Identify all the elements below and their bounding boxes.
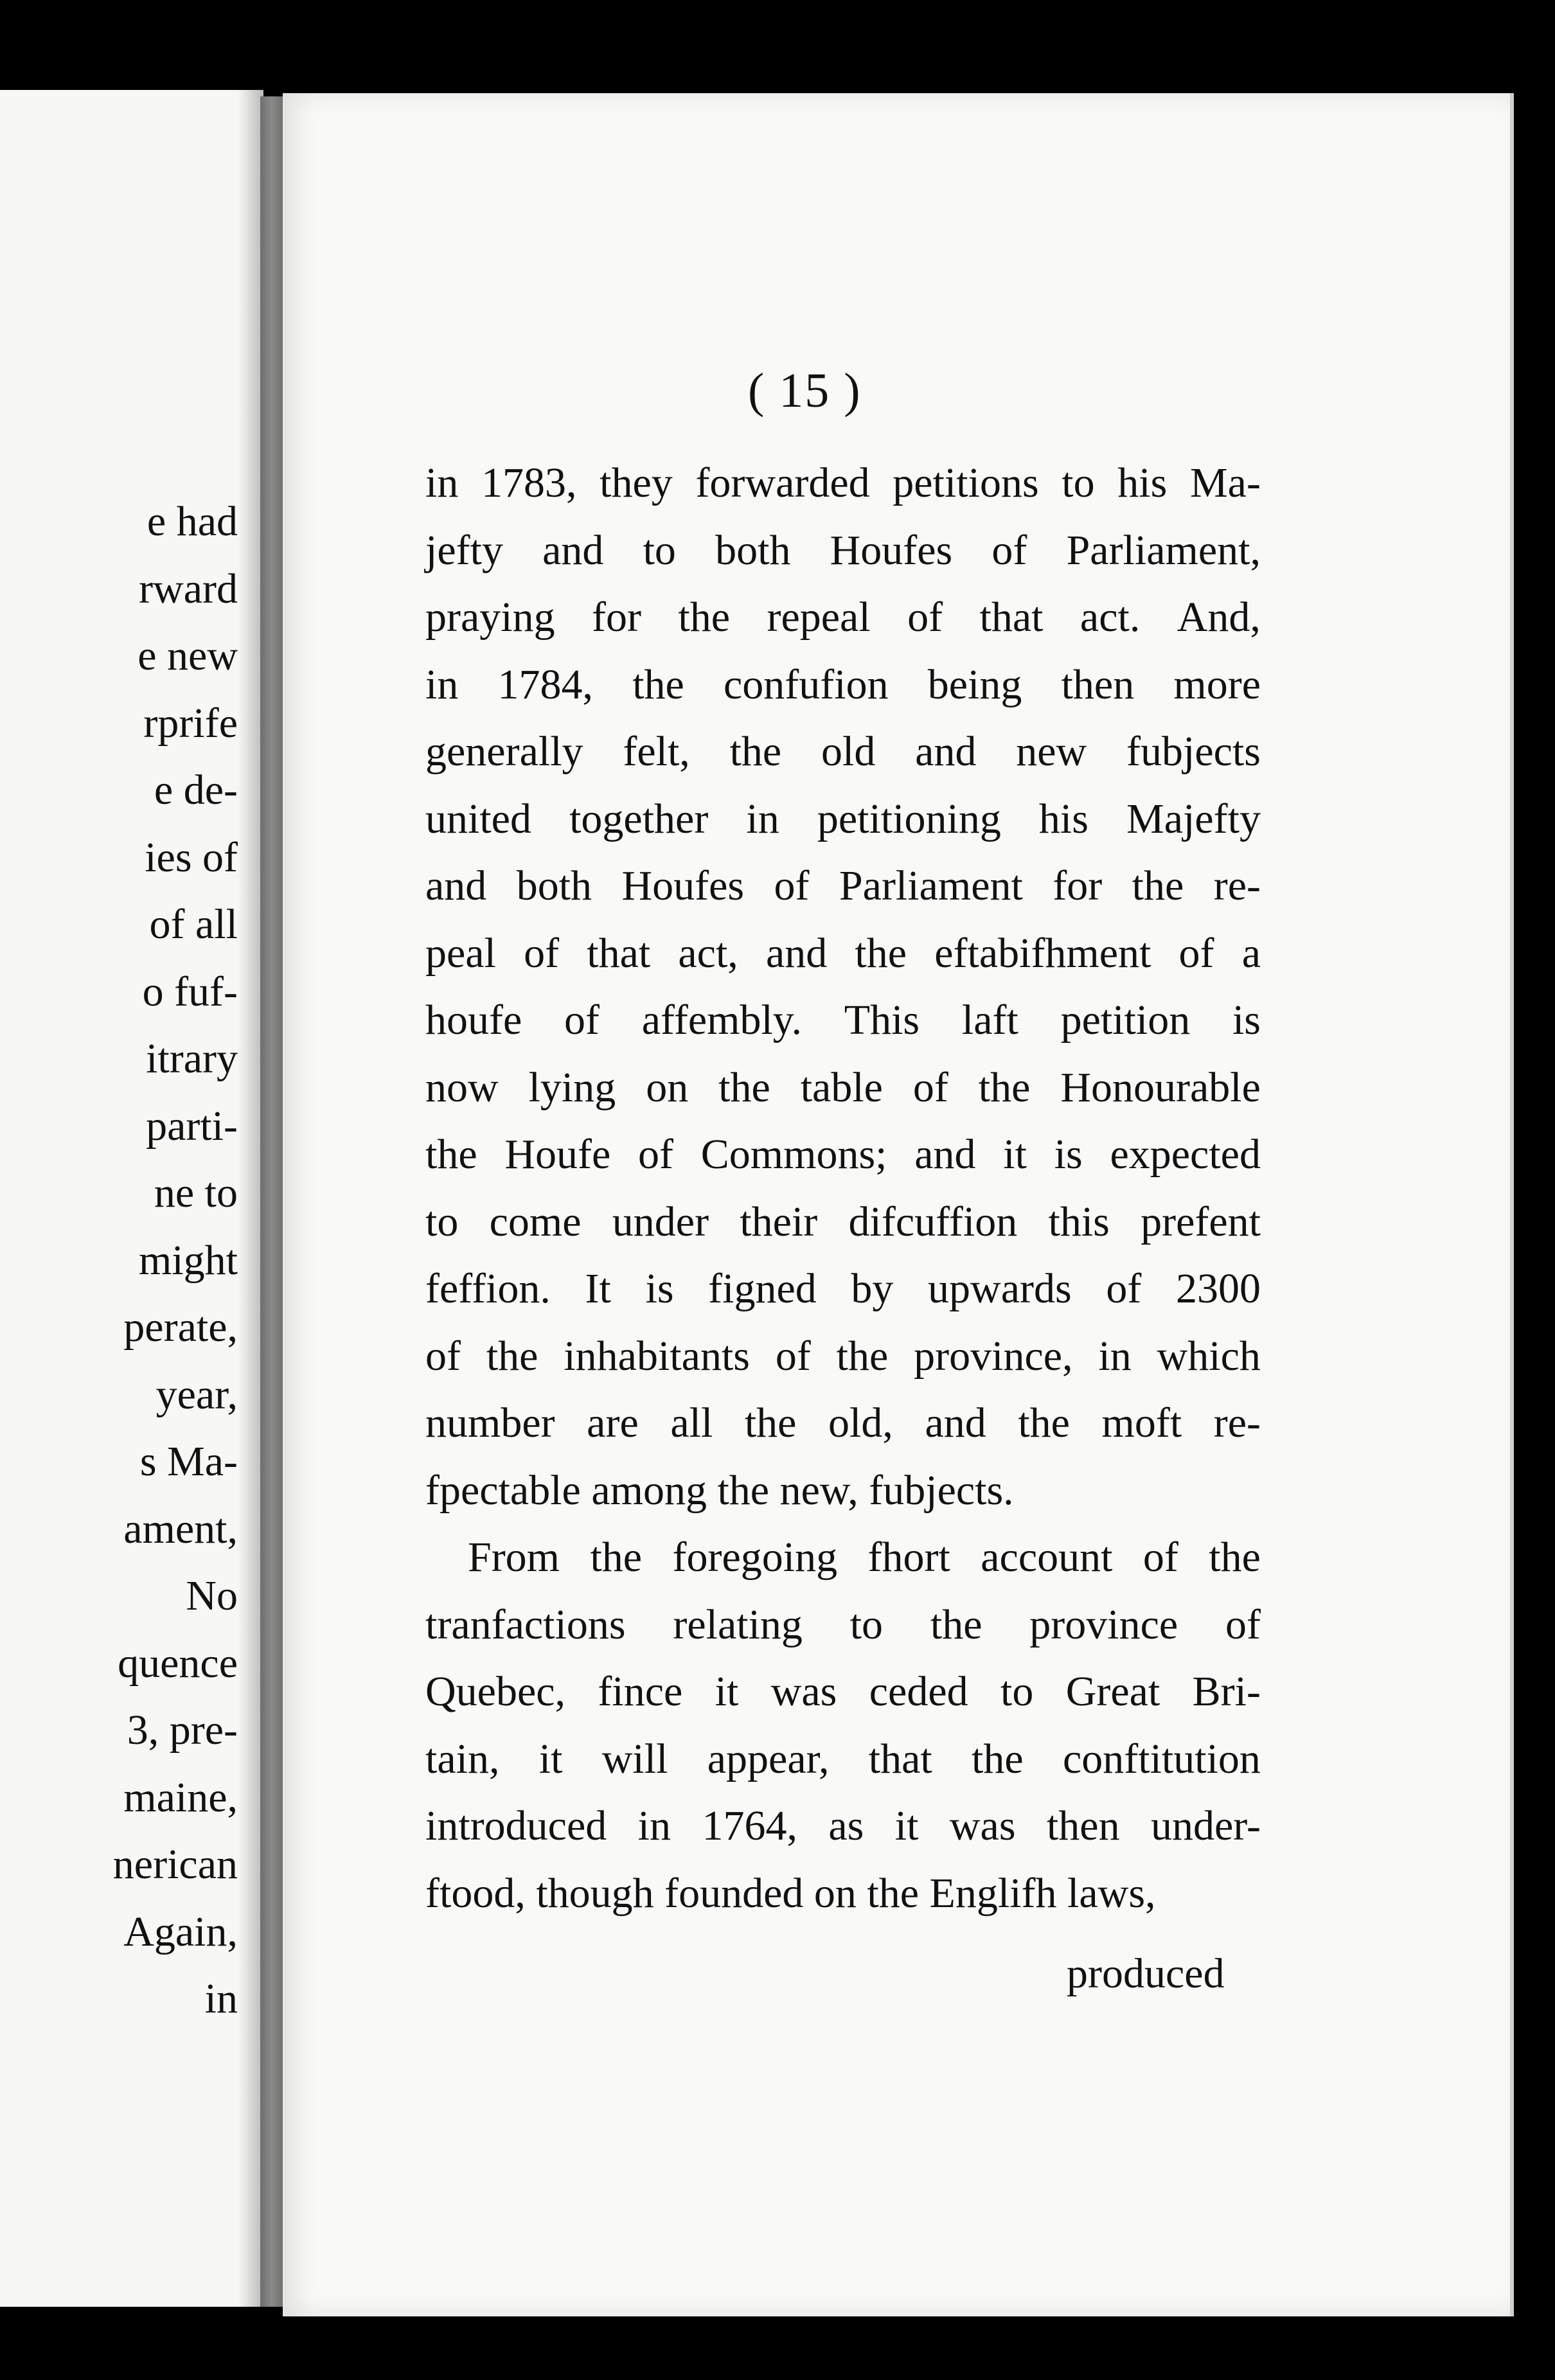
text-line: now lying on the table of the Honourable — [425, 1063, 1261, 1111]
previous-page-line: e de- — [154, 767, 238, 813]
text-line: Quebec, fince it was ceded to Great Bri- — [425, 1668, 1261, 1715]
previous-page-line: e new — [138, 632, 238, 679]
text-line: and both Houfes of Parliament for the re- — [425, 862, 1261, 909]
page-curl-shadow — [238, 90, 263, 2307]
previous-page-text-fragments — [113, 488, 238, 2033]
previous-page-line: No — [186, 1572, 238, 1619]
text-line: feffion. It is figned by upwards of 2300 — [425, 1265, 1261, 1312]
text-line: of the inhabitants of the province, in which — [425, 1332, 1261, 1380]
text-line: number are all the old, and the moft re- — [425, 1399, 1261, 1446]
catchword: produced — [1067, 1950, 1225, 1997]
previous-page-line: year, — [156, 1371, 238, 1418]
text-line: generally felt, the old and new fubjects — [425, 728, 1261, 775]
text-line: introduced in 1764, as it was then under- — [425, 1802, 1261, 1849]
previous-page-line: perate, — [123, 1304, 238, 1351]
previous-page-line: rprife — [143, 699, 238, 747]
previous-page-line: ne to — [154, 1169, 238, 1216]
previous-page-line: s Ma- — [139, 1438, 238, 1485]
body-text — [425, 450, 1261, 1927]
previous-page-line: in — [204, 1975, 238, 2022]
page-number: ( 15 ) — [748, 364, 862, 418]
previous-page-line: ies of — [145, 833, 238, 881]
previous-page-line: of all — [149, 901, 238, 948]
previous-page-line: o fuf- — [142, 968, 238, 1015]
previous-page-line: might — [138, 1236, 238, 1284]
previous-page-line: quence — [118, 1639, 238, 1687]
previous-page-line: Again, — [123, 1908, 238, 1955]
text-line: to come under their difcuffion this prefent — [425, 1198, 1261, 1245]
text-line: united together in petitioning his Majefty — [425, 795, 1261, 842]
previous-page-line: rward — [139, 565, 238, 612]
text-line: in 1783, they forwarded petitions to his Ma- — [425, 459, 1261, 506]
text-line: the Houfe of Commons; and it is expected — [425, 1131, 1261, 1178]
previous-page-line: maine, — [123, 1773, 238, 1821]
text-line: in 1784, the confufion being then more — [425, 661, 1261, 708]
text-line: fpectable among the new, fubjects. — [425, 1466, 1014, 1514]
text-line: jefty and to both Houfes of Parliament, — [425, 526, 1261, 574]
text-line: From the foregoing fhort account of the — [468, 1534, 1261, 1581]
text-line: tain, it will appear, that the conftitution — [425, 1735, 1261, 1782]
text-line: praying for the repeal of that act. And, — [425, 594, 1261, 641]
text-line: peal of that act, and the eftabifhment of a — [425, 929, 1261, 977]
previous-page-line: parti- — [146, 1102, 238, 1150]
text-line: ftood, though founded on the Englifh laws, — [425, 1869, 1156, 1917]
previous-page — [0, 90, 263, 2307]
previous-page-line: itrary — [146, 1035, 238, 1082]
previous-page-line: ament, — [123, 1505, 238, 1552]
text-line: tranfactions relating to the province of — [425, 1601, 1261, 1648]
previous-page-line: e had — [147, 498, 238, 545]
previous-page-line: nerican — [112, 1841, 238, 1888]
text-line: houfe of affembly. This laft petition is — [425, 997, 1261, 1043]
previous-page-line: 3, pre- — [127, 1707, 238, 1754]
